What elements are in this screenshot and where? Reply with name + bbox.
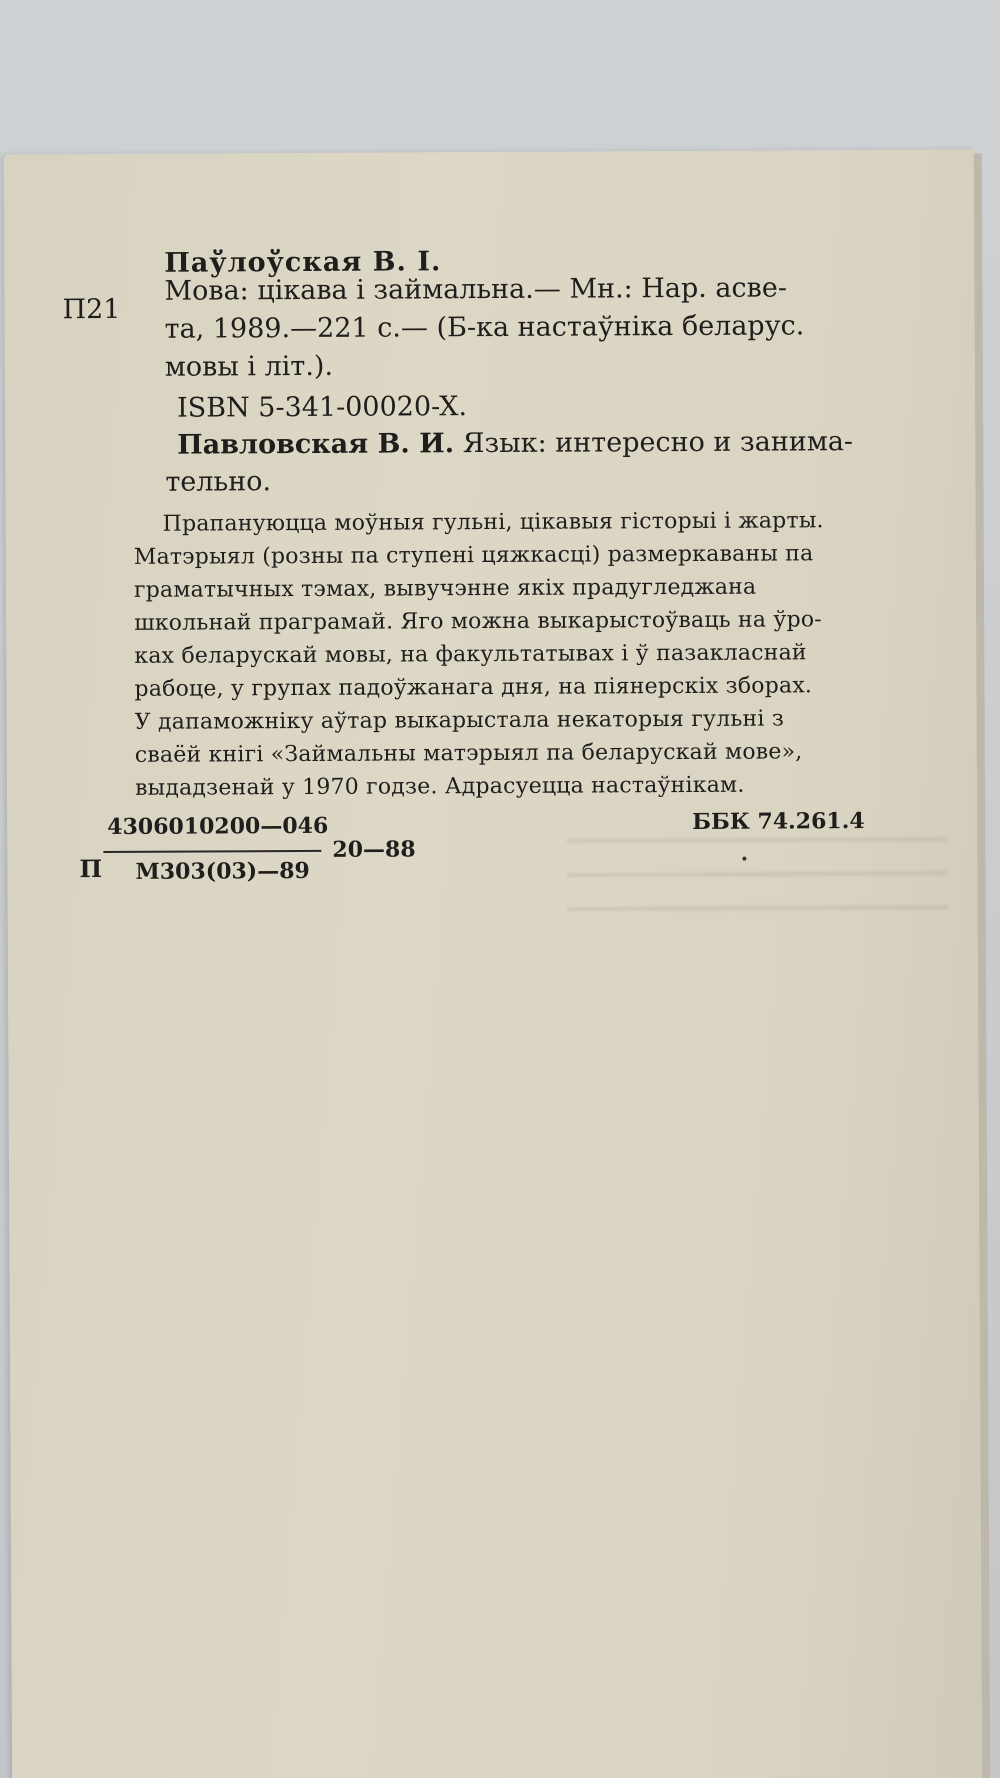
catalog-index: П21 <box>62 293 121 326</box>
isbn-line: ISBN 5-341-00020-X. <box>176 391 468 424</box>
title-line-1: Мова: цікава і займальна.— Мн.: Нар. асве- <box>164 272 788 307</box>
classification-code: 20—88 <box>332 836 416 863</box>
russian-title-line-1 <box>177 426 853 461</box>
title-line-2: та, 1989.—221 с.— (Б-ка настаўніка беларус. <box>164 310 805 345</box>
annotation-line: выдадзенай у 1970 годзе. Адрасуецца настаўнікам. <box>134 772 745 801</box>
annotation-line: У дапаможніку аўтар выкарыстала некаторыя гульні з <box>134 706 785 735</box>
fraction-line <box>103 850 321 853</box>
annotation-line: сваёй кнігі «Займальны матэрыял па беларускай мове», <box>134 739 803 768</box>
russian-author: Павловская В. И. <box>177 428 455 461</box>
annotation-line: граматычных тэмах, вывучэнне якіх прадугледжана <box>133 574 757 603</box>
annotation-line: школьнай праграмай. Яго можна выкарыстоўваць на ўро- <box>134 607 822 636</box>
annotation-line: ках беларускай мовы, на факультатывах і ў пазакласнай <box>134 640 807 669</box>
fraction-numerator: 4306010200—046 <box>107 812 329 841</box>
title-line-3: мовы і літ.). <box>164 350 334 383</box>
author-heading: Паўлоўская В. І. <box>164 246 442 279</box>
fraction-prefix: П <box>79 854 103 884</box>
annotation-line: рабоце, у групах падоўжанага дня, на піянерскіх зборах. <box>134 673 813 702</box>
russian-title-rest: Язык: интересно и занима- <box>454 426 854 460</box>
annotation-line: Прапануюцца моўныя гульні, цікавыя гісторыі і жарты. <box>162 508 824 537</box>
annotation-line: Матэрыял (розны па ступені цяжкасці) размеркаваны па <box>133 541 814 570</box>
show-through-text <box>567 820 948 922</box>
page-edge <box>974 153 991 1778</box>
book-page <box>4 149 985 1778</box>
fraction-denominator: М303(03)—89 <box>135 857 310 885</box>
bbk-code: ББК 74.261.4 <box>692 808 865 835</box>
russian-title-line-2: тельно. <box>165 466 272 498</box>
